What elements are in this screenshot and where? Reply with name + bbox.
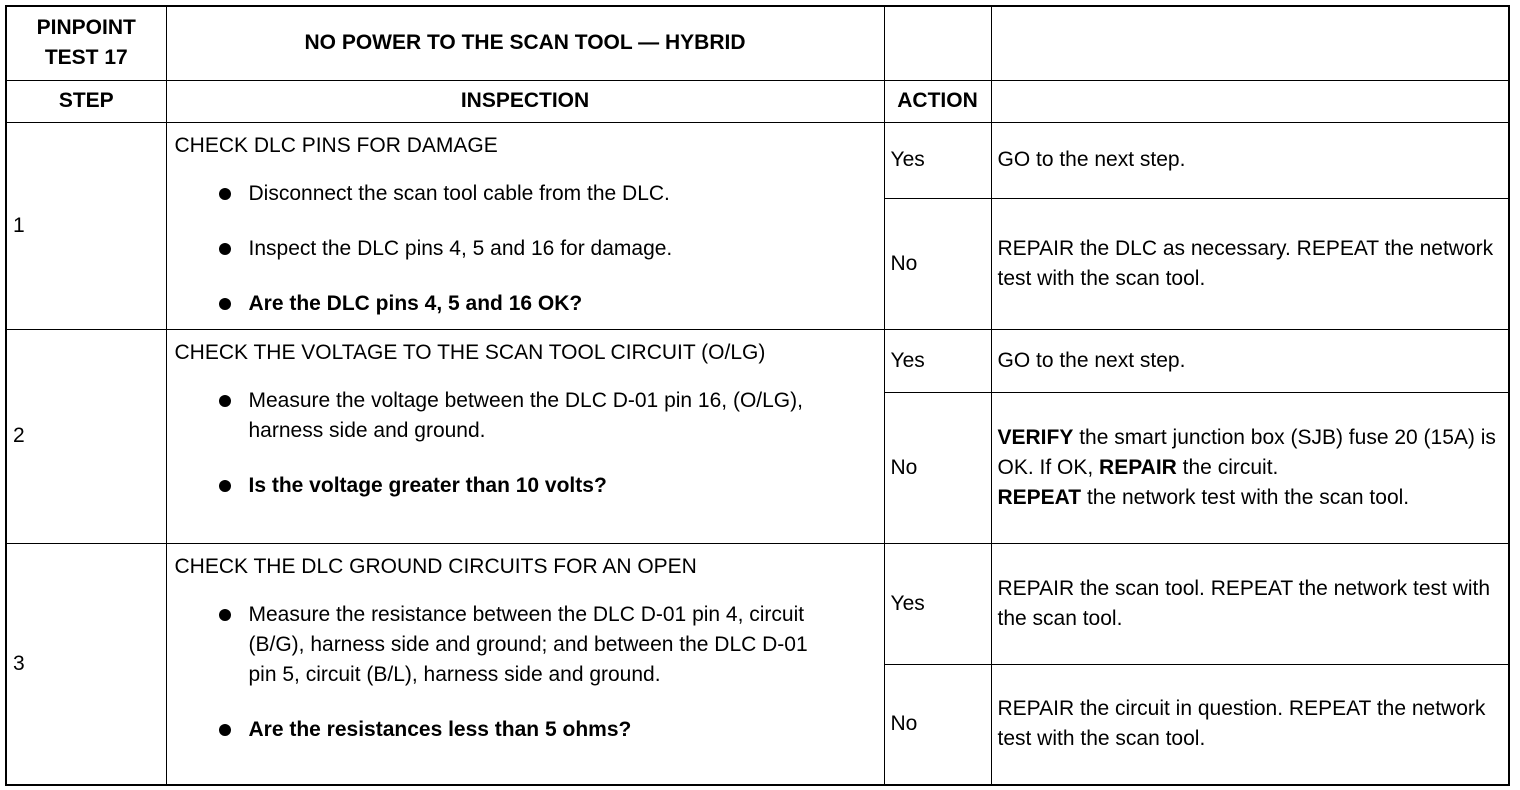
step-title: CHECK THE VOLTAGE TO THE SCAN TOOL CIRCUIT (O/LG)	[174, 340, 766, 364]
answer-yes: Yes	[884, 329, 991, 392]
step-number: 1	[6, 122, 166, 329]
bullet-icon	[219, 298, 231, 310]
inspection-column-header: INSPECTION	[166, 80, 884, 122]
action-yes: GO to the next step.	[991, 122, 1509, 198]
answer-no: No	[884, 664, 991, 785]
bullet-icon	[219, 243, 231, 255]
inspection-question: Are the resistances less than 5 ohms?	[175, 715, 814, 745]
inspection-question: Are the DLC pins 4, 5 and 16 OK?	[175, 289, 874, 319]
inspection-question: Is the voltage greater than 10 volts?	[175, 471, 814, 501]
inspection-item: Inspect the DLC pins 4, 5 and 16 for damage.	[175, 234, 874, 264]
bullet-icon	[219, 609, 231, 621]
action-yes: GO to the next step.	[991, 329, 1509, 392]
step-number: 2	[6, 329, 166, 543]
answer-yes: Yes	[884, 543, 991, 664]
inspection-item: Disconnect the scan tool cable from the DLC.	[175, 179, 874, 209]
bullet-icon	[219, 395, 231, 407]
test-title: NO POWER TO THE SCAN TOOL — HYBRID	[166, 6, 884, 80]
bullet-icon	[219, 480, 231, 492]
inspection-list	[175, 179, 874, 319]
inspection-item: Measure the resistance between the DLC D-01 pin 4, circuit (B/G), harness side and ground; and between the DLC D-01 pin 5, circuit (B/L), harness side and ground.	[175, 600, 814, 690]
step-title: CHECK DLC PINS FOR DAMAGE	[174, 133, 498, 157]
answer-no: No	[884, 198, 991, 329]
action-no: VERIFY the smart junction box (SJB) fuse 20 (15A) is OK. If OK, REPAIR the circuit. REPEAT the network test with the scan tool.	[991, 392, 1509, 543]
inspection-list	[175, 386, 874, 501]
action-yes: REPAIR the scan tool. REPEAT the network test with the scan tool.	[991, 543, 1509, 664]
step-column-header: STEP	[6, 80, 166, 122]
step-number: 3	[6, 543, 166, 785]
column-header-row	[6, 80, 1509, 122]
step-inspection	[166, 329, 884, 543]
title-row	[6, 6, 1509, 80]
inspection-item: Measure the voltage between the DLC D-01 pin 16, (O/LG), harness side and ground.	[175, 386, 814, 446]
action-no: REPAIR the circuit in question. REPEAT the network test with the scan tool.	[991, 664, 1509, 785]
pinpoint-test-label: PINPOINT TEST 17	[6, 6, 166, 80]
pinpoint-test-table	[5, 5, 1510, 786]
bullet-icon	[219, 188, 231, 200]
step-2-yes-row	[6, 329, 1509, 392]
step-title: CHECK THE DLC GROUND CIRCUITS FOR AN OPEN	[174, 554, 697, 578]
header-blank-result	[991, 80, 1509, 122]
title-blank-result	[991, 6, 1509, 80]
inspection-list	[175, 600, 874, 745]
action-no: REPAIR the DLC as necessary. REPEAT the network test with the scan tool.	[991, 198, 1509, 329]
title-blank-action	[884, 6, 991, 80]
step-3-yes-row	[6, 543, 1509, 664]
bullet-icon	[219, 724, 231, 736]
step-inspection	[166, 543, 884, 785]
step-inspection	[166, 122, 884, 329]
answer-yes: Yes	[884, 122, 991, 198]
step-1-yes-row	[6, 122, 1509, 198]
action-column-header: ACTION	[884, 80, 991, 122]
answer-no: No	[884, 392, 991, 543]
